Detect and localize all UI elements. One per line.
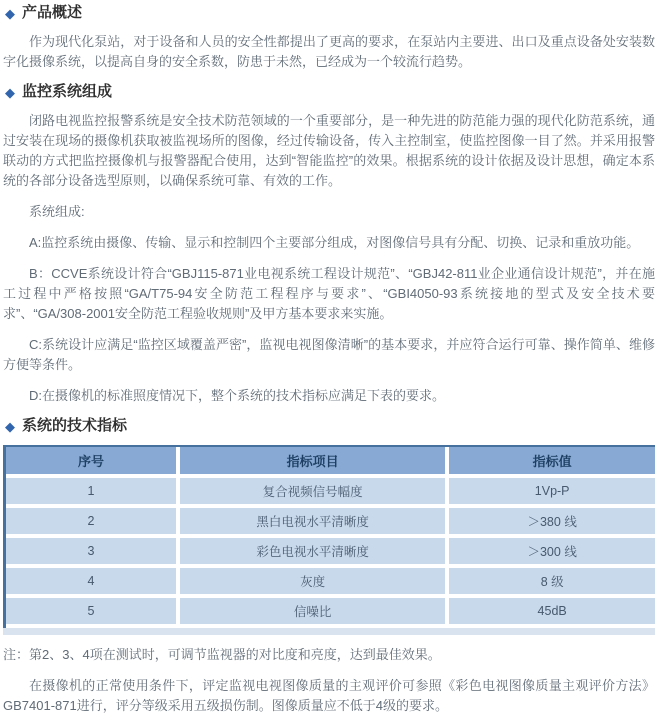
specs-heading-text: 系统的技术指标	[22, 417, 128, 434]
section-composition	[3, 83, 655, 406]
section-overview	[3, 4, 655, 72]
table-cell: 复合视频信号幅度	[178, 476, 447, 506]
table-cell: 5	[6, 596, 178, 626]
table-cell: 灰度	[178, 566, 447, 596]
specs-heading	[5, 417, 655, 435]
table-cell: ＞380 线	[447, 506, 655, 536]
composition-item-c: C:系统设计应满足“监控区域覆盖严密”，监视电视图像清晰”的基本要求，并应符合运行可靠、操作简单、维修方便等条件。	[3, 337, 655, 372]
table-row	[6, 566, 655, 596]
table-cell: 4	[6, 566, 178, 596]
composition-item-d: D:在摄像机的标准照度情况下，整个系统的技术指标应满足下表的要求。	[29, 388, 446, 403]
table-header-row	[6, 447, 655, 476]
table-header-cell: 指标值	[447, 447, 655, 476]
composition-heading-text: 监控系统组成	[22, 83, 113, 100]
diamond-icon: ◆	[5, 418, 15, 434]
composition-item-a: A:监控系统由摄像、传输、显示和控制四个主要部分组成，对图像信号具有分配、切换、记录和重放功能。	[29, 235, 640, 250]
table-header-cell: 指标项目	[178, 447, 447, 476]
section-specs	[3, 417, 655, 716]
table-header-cell: 序号	[6, 447, 178, 476]
table-cell: 8 级	[447, 566, 655, 596]
overview-heading	[5, 4, 655, 22]
table-row	[6, 536, 655, 566]
spec-table	[6, 447, 655, 628]
table-cell: 黑白电视水平清晰度	[178, 506, 447, 536]
diamond-icon: ◆	[5, 84, 15, 100]
table-cell: 45dB	[447, 596, 655, 626]
table-row	[6, 506, 655, 536]
table-cell: 1Vp-P	[447, 476, 655, 506]
spec-table-container	[3, 445, 655, 628]
composition-subtitle: 系统组成:	[29, 204, 85, 219]
table-cell: 信噪比	[178, 596, 447, 626]
composition-item-b: B：CCVE系统设计符合“GBJ115-871业电视系统工程设计规范”、“GBJ42-811业企业通信设计规范”，并在施工过程中严格按照“GA/T75-94安全防范工程程序与要求”、“GBI4050-93系统接地的型式及安全技术要求”、“GA/308-2001安全防范工程验收规则”及甲方基本要求来实施。	[3, 266, 655, 321]
footer-paragraph: 在摄像机的正常使用条件下，评定监视电视图像质量的主观评价可参照《彩色电视图像质量主观评价方法》GB7401-871进行，评分等级采用五级损伤制。图像质量应不低于4级的要求。	[3, 678, 655, 713]
table-bottom-strip	[3, 628, 655, 635]
overview-heading-text: 产品概述	[22, 4, 83, 21]
composition-intro-paragraph: 闭路电视监控报警系统是安全技术防范领域的一个重要部分，是一种先进的防范能力强的现代化防范系统，通过安装在现场的摄像机获取被监视场所的图像，经过传输设备，传入主控制室，使监控图像一目了然。并采用报警联动的方式把监控摄像机与报警器配合使用，达到“智能监控”的效果。根据系统的设计依据及设计思想，确定本系统的各部分设备选型原则，以确保系统可靠、有效的工作。	[3, 113, 655, 188]
overview-paragraph: 作为现代化泵站，对于设备和人员的安全性都提出了更高的要求，在泵站内主要进、出口及重点设备处安装数字化摄像系统，以提高自身的安全系数，防患于未然，已经成为一个较流行趋势。	[3, 34, 655, 69]
table-row	[6, 476, 655, 506]
table-cell: ＞300 线	[447, 536, 655, 566]
table-row	[6, 596, 655, 626]
composition-heading	[5, 83, 655, 101]
diamond-icon: ◆	[5, 5, 15, 21]
table-cell: 3	[6, 536, 178, 566]
table-note: 注：第2、3、4项在测试时，可调节监视器的对比度和亮度，达到最佳效果。	[3, 647, 441, 662]
table-cell: 1	[6, 476, 178, 506]
table-cell: 2	[6, 506, 178, 536]
table-cell: 彩色电视水平清晰度	[178, 536, 447, 566]
